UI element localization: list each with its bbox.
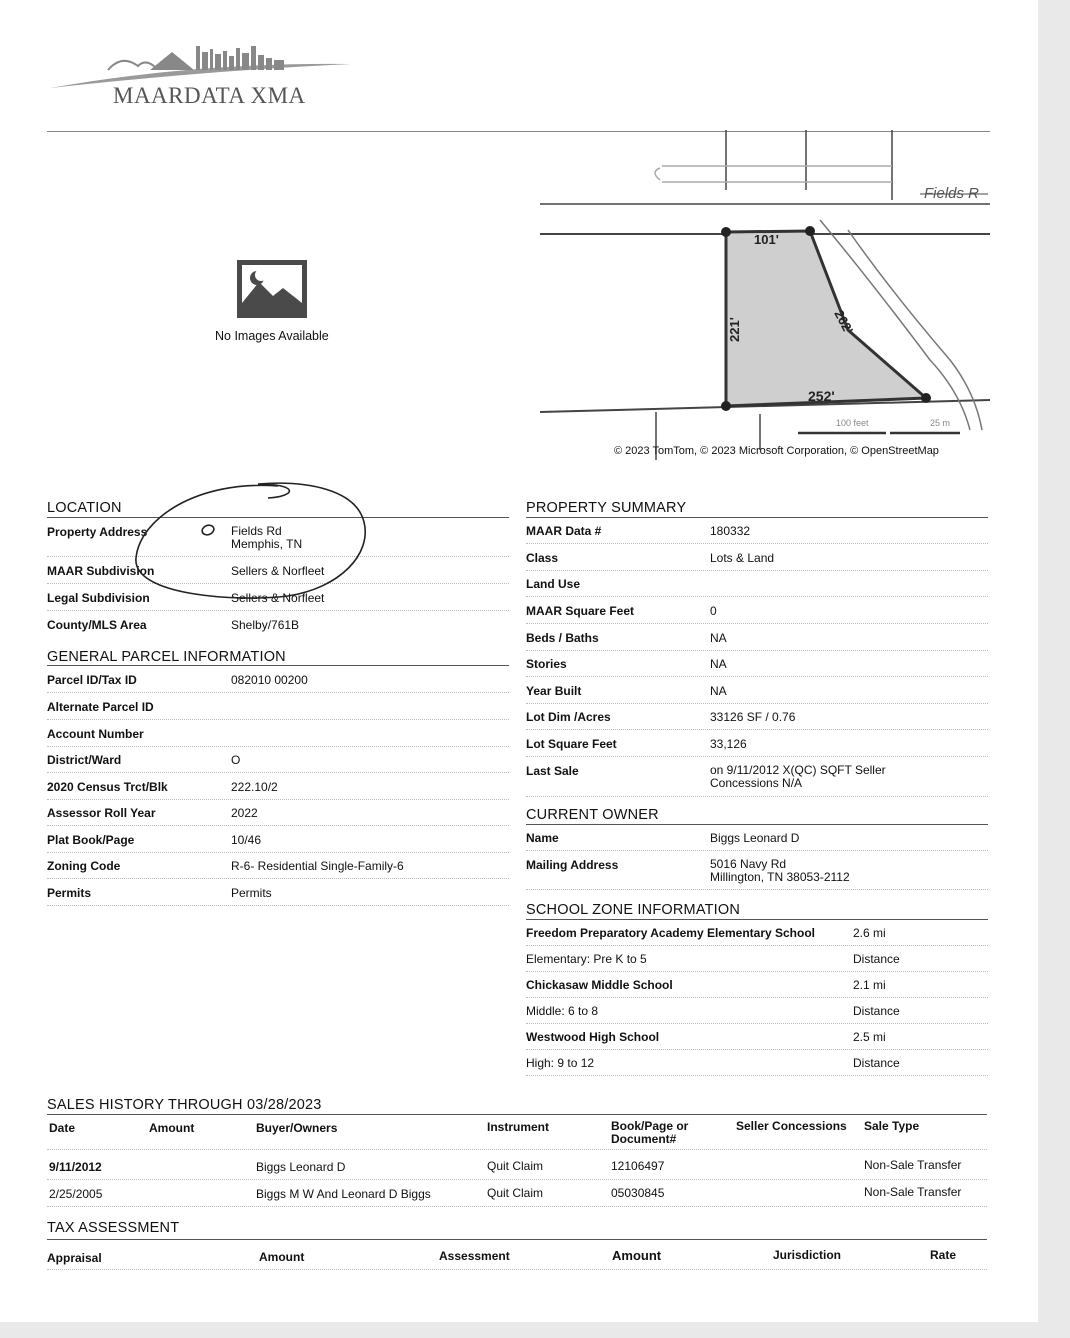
sale-type: Non-Sale Transfer bbox=[864, 1185, 962, 1199]
sales-col-concessions: Seller Concessions bbox=[736, 1119, 847, 1133]
row-divider bbox=[526, 889, 988, 890]
row-divider bbox=[526, 729, 988, 730]
location-value: Sellers & Norfleet bbox=[231, 591, 325, 605]
parcel-map bbox=[530, 130, 990, 475]
location-label: Property Address bbox=[47, 525, 148, 539]
school-name: Westwood High School bbox=[526, 1030, 660, 1044]
school-distance: 2.6 mi bbox=[853, 926, 886, 940]
summary-value: NA bbox=[710, 631, 727, 645]
location-label: Legal Subdivision bbox=[47, 591, 150, 605]
row-divider bbox=[526, 570, 988, 571]
school-level: Elementary: Pre K to 5 bbox=[526, 952, 647, 966]
last-sale-line-2: Concessions N/A bbox=[710, 776, 803, 790]
sale-date: 9/11/2012 bbox=[49, 1160, 102, 1174]
school-distance-label: Distance bbox=[853, 1056, 900, 1070]
parcel-label: Assessor Roll Year bbox=[47, 806, 156, 820]
location-title: LOCATION bbox=[47, 500, 122, 516]
summary-label: Last Sale bbox=[526, 764, 579, 778]
tax-title: TAX ASSESSMENT bbox=[47, 1220, 180, 1236]
row-divider bbox=[47, 746, 509, 747]
parcel-label: 2020 Census Trct/Blk bbox=[47, 780, 168, 794]
summary-value: 33,126 bbox=[710, 737, 747, 751]
map-credit: © 2023 TomTom, © 2023 Microsoft Corporation, © OpenStreetMap bbox=[614, 445, 939, 457]
map-road-label bbox=[924, 185, 979, 202]
school-level: Middle: 6 to 8 bbox=[526, 1004, 599, 1018]
parcel-title: GENERAL PARCEL INFORMATION bbox=[47, 649, 286, 665]
row-divider bbox=[526, 596, 988, 597]
sales-col-type: Sale Type bbox=[864, 1119, 920, 1133]
owner-title: CURRENT OWNER bbox=[526, 807, 659, 823]
last-sale-value bbox=[710, 764, 886, 790]
row-divider bbox=[526, 1075, 988, 1076]
parcel-label: Zoning Code bbox=[47, 859, 121, 873]
schools-title-rule bbox=[526, 919, 988, 920]
school-name: Freedom Preparatory Academy Elementary School bbox=[526, 926, 815, 940]
brand-name: MAARDATA XMA bbox=[113, 83, 306, 108]
parcel-value: 082010 00200 bbox=[231, 673, 308, 687]
permits-link[interactable]: Permits bbox=[231, 886, 272, 900]
row-divider bbox=[47, 772, 509, 773]
summary-value: 180332 bbox=[710, 524, 751, 538]
tax-col-amount: Amount bbox=[259, 1250, 305, 1264]
school-distance-label: Distance bbox=[853, 952, 900, 966]
tax-col-amount-2: Amount bbox=[612, 1248, 662, 1263]
row-divider bbox=[47, 1269, 987, 1270]
sale-date: 2/25/2005 bbox=[49, 1187, 103, 1201]
row-divider bbox=[526, 796, 988, 797]
sale-type: Non-Sale Transfer bbox=[864, 1158, 962, 1172]
parcel-label: Parcel ID/Tax ID bbox=[47, 673, 137, 687]
sales-title-rule bbox=[47, 1114, 987, 1115]
summary-label: Stories bbox=[526, 657, 567, 671]
school-distance-label: Distance bbox=[853, 1004, 900, 1018]
address-line-1: Fields Rd bbox=[231, 524, 282, 538]
sale-buyer: Biggs M W And Leonard D Biggs bbox=[256, 1187, 431, 1201]
summary-title: PROPERTY SUMMARY bbox=[526, 500, 687, 516]
sales-col-buyer: Buyer/Owners bbox=[256, 1121, 338, 1135]
parcel-label: Account Number bbox=[47, 727, 144, 741]
row-divider bbox=[526, 1049, 988, 1050]
sale-instrument: Quit Claim bbox=[487, 1159, 544, 1173]
parcel-label: Permits bbox=[47, 886, 92, 900]
row-divider bbox=[47, 1149, 987, 1150]
map-dim-right: 262' bbox=[831, 307, 857, 337]
school-name: Chickasaw Middle School bbox=[526, 978, 673, 992]
summary-label: Land Use bbox=[526, 577, 581, 591]
row-divider bbox=[526, 650, 988, 651]
location-label: MAAR Subdivision bbox=[47, 564, 155, 578]
parcel-value: R-6- Residential Single-Family-6 bbox=[231, 859, 404, 873]
sales-col-book-line-1: Book/Page or bbox=[611, 1119, 689, 1133]
row-divider bbox=[526, 850, 988, 851]
owner-address-line-2: Millington, TN 38053-2112 bbox=[710, 870, 850, 884]
row-divider bbox=[47, 878, 509, 879]
school-level: High: 9 to 12 bbox=[526, 1056, 595, 1070]
sale-book: 12106497 bbox=[611, 1159, 665, 1173]
owner-title-rule bbox=[526, 824, 988, 825]
tax-col-assessment: Assessment bbox=[439, 1249, 510, 1263]
owner-address bbox=[710, 858, 850, 884]
summary-label: Lot Square Feet bbox=[526, 737, 617, 751]
owner-name: Biggs Leonard D bbox=[710, 831, 800, 845]
location-value: Sellers & Norfleet bbox=[231, 564, 325, 578]
row-divider bbox=[47, 1179, 987, 1180]
parcel-value: O bbox=[231, 753, 241, 767]
row-divider bbox=[47, 610, 509, 611]
row-divider bbox=[47, 719, 509, 720]
parcel-label: Alternate Parcel ID bbox=[47, 700, 154, 714]
summary-label: Class bbox=[526, 551, 559, 565]
row-divider bbox=[47, 905, 509, 906]
last-sale-line-1: on 9/11/2012 X(QC) SQFT Seller bbox=[710, 763, 886, 777]
row-divider bbox=[526, 971, 988, 972]
sales-col-instrument: Instrument bbox=[487, 1120, 550, 1134]
row-divider bbox=[526, 945, 988, 946]
owner-address-label: Mailing Address bbox=[526, 858, 619, 872]
summary-label: MAAR Data # bbox=[526, 524, 602, 538]
sales-col-book bbox=[611, 1120, 688, 1146]
tax-col-rate: Rate bbox=[930, 1248, 957, 1262]
sales-title: SALES HISTORY THROUGH 03/28/2023 bbox=[47, 1097, 322, 1113]
location-value: Shelby/761B bbox=[231, 618, 300, 632]
row-divider bbox=[47, 799, 509, 800]
image-placeholder-icon bbox=[237, 260, 307, 318]
parcel-label: District/Ward bbox=[47, 753, 122, 767]
row-divider bbox=[47, 1206, 987, 1207]
row-divider bbox=[47, 825, 509, 826]
location-label: County/MLS Area bbox=[47, 618, 147, 632]
sale-instrument: Quit Claim bbox=[487, 1186, 544, 1200]
row-divider bbox=[526, 1023, 988, 1024]
summary-label: Beds / Baths bbox=[526, 631, 599, 645]
sales-col-amount: Amount bbox=[149, 1121, 195, 1135]
summary-value: Lots & Land bbox=[710, 551, 775, 565]
summary-title-rule bbox=[526, 517, 988, 518]
school-distance: 2.5 mi bbox=[853, 1030, 886, 1044]
summary-label: Year Built bbox=[526, 684, 582, 698]
sales-col-date: Date bbox=[49, 1121, 76, 1135]
map-dim-bottom: 252' bbox=[808, 388, 835, 404]
sale-buyer: Biggs Leonard D bbox=[256, 1160, 346, 1174]
address-line-2: Memphis, TN bbox=[231, 537, 303, 551]
row-divider bbox=[526, 623, 988, 624]
no-images-text: No Images Available bbox=[215, 329, 329, 343]
parcel-label: Plat Book/Page bbox=[47, 833, 135, 847]
summary-value: 33126 SF / 0.76 bbox=[710, 710, 796, 724]
row-divider bbox=[526, 543, 988, 544]
parcel-value: 2022 bbox=[231, 806, 258, 820]
summary-value: 0 bbox=[710, 604, 717, 618]
tax-col-appraisal: Appraisal bbox=[47, 1251, 102, 1265]
summary-value: NA bbox=[710, 657, 727, 671]
map-scale-m: 25 m bbox=[930, 418, 951, 428]
row-divider bbox=[526, 997, 988, 998]
tax-col-jurisdiction: Jurisdiction bbox=[773, 1248, 842, 1262]
row-divider bbox=[526, 676, 988, 677]
parcel-title-rule bbox=[47, 665, 509, 666]
map-scale-feet: 100 feet bbox=[836, 418, 869, 428]
map-dim-top: 101' bbox=[754, 232, 779, 247]
parcel-value: 222.10/2 bbox=[231, 780, 278, 794]
summary-label: Lot Dim /Acres bbox=[526, 710, 611, 724]
row-divider bbox=[526, 756, 988, 757]
tax-title-rule bbox=[47, 1239, 987, 1240]
schools-title: SCHOOL ZONE INFORMATION bbox=[526, 902, 741, 918]
parcel-value: 10/46 bbox=[231, 833, 262, 847]
summary-value: NA bbox=[710, 684, 727, 698]
row-divider bbox=[47, 852, 509, 853]
hand-drawn-circle bbox=[128, 478, 373, 608]
map-road-label-text: Fields R bbox=[924, 185, 980, 202]
row-divider bbox=[526, 703, 988, 704]
map-dim-left: 221' bbox=[727, 317, 742, 342]
sale-book: 05030845 bbox=[611, 1186, 665, 1200]
owner-name-label: Name bbox=[526, 831, 559, 845]
owner-address-line-1: 5016 Navy Rd bbox=[710, 857, 787, 871]
row-divider bbox=[47, 692, 509, 693]
sales-col-book-line-2: Document# bbox=[611, 1132, 677, 1146]
summary-label: MAAR Square Feet bbox=[526, 604, 635, 618]
school-distance: 2.1 mi bbox=[853, 978, 886, 992]
